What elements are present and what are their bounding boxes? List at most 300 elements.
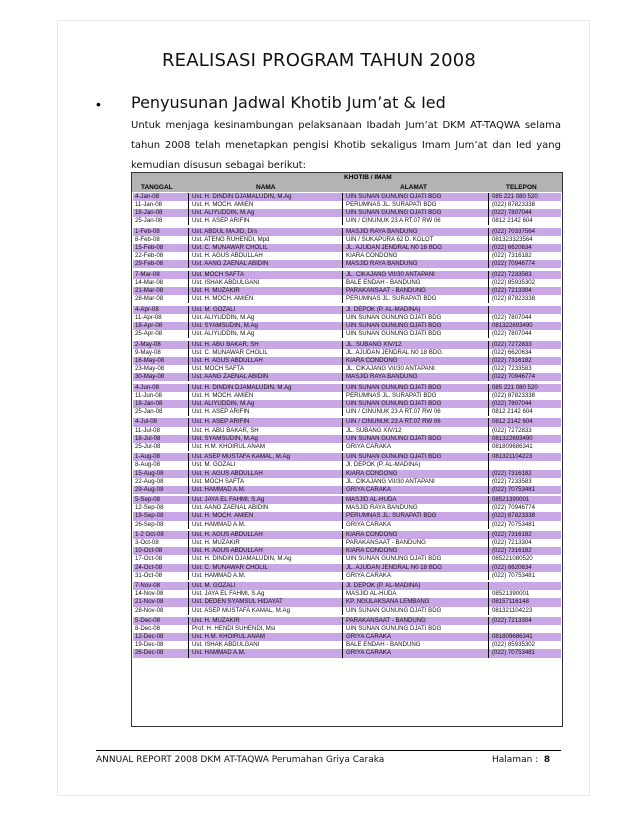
cell-phone: (022) 70753481	[492, 520, 536, 528]
table-row	[133, 400, 561, 408]
table-row	[133, 244, 561, 252]
table-group-header-row	[132, 173, 562, 183]
cell-address: GRIYA CARAKA	[343, 633, 489, 641]
cell-date: 4-Jan-08	[133, 193, 189, 201]
cell-phone: 081322693490	[492, 321, 533, 329]
footer-page-number: 8	[543, 755, 551, 765]
table-row	[133, 435, 561, 443]
cell-phone: 0812 2142 604	[492, 217, 533, 225]
cell-name: Ust. ATENG RUHENDI, Mpd	[189, 236, 343, 244]
month-group	[133, 341, 561, 381]
cell-phone	[489, 461, 561, 469]
cell-phone	[489, 306, 561, 314]
cell-address: PARAKANSAAT - BANDUNG	[343, 287, 489, 295]
cell-name: Ust. H.M. KHOIRUL ANAM	[189, 633, 343, 641]
cell-date: 7-Mar-08	[133, 271, 189, 279]
cell-address: GRIYA CARAKA	[343, 649, 489, 657]
cell-address: UIN SUNAN GUNUNG DJATI BDG	[343, 330, 489, 338]
col-header-phone: TELEPON	[506, 184, 537, 191]
table-row	[133, 295, 561, 303]
cell-name: Ust. M. GOZALI	[189, 461, 343, 469]
cell-phone: (022) 87823338	[492, 512, 536, 520]
cell-date: 14-Mar-08	[133, 279, 189, 287]
cell-name: Ust. JAYA EL FAHMI, S.Ag	[189, 590, 343, 598]
cell-date: 26-Dec-08	[133, 649, 189, 657]
cell-name: Ust. H. MOCH. AMIEN	[189, 295, 343, 303]
cell-phone: (022) 6620634	[492, 244, 532, 252]
cell-phone: (022) 70946774	[492, 372, 536, 380]
cell-date: 19-Sep-08	[133, 512, 189, 520]
cell-address: PERUMNAS JL. SURAPATI BDG	[343, 392, 489, 400]
table-row	[133, 427, 561, 435]
table-row	[133, 478, 561, 486]
cell-name: Ust. H. ABU BAKAR, SH	[189, 427, 343, 435]
cell-address: PARAKANSAAT - BANDUNG	[343, 617, 489, 625]
cell-name: Ust. HAMMAD A.M.	[189, 486, 343, 494]
cell-date: 29-Aug-08	[133, 486, 189, 494]
cell-address: PERUMNAS JL. SURAPATI BDG	[343, 512, 489, 520]
cell-address: KIARA CONDONG	[343, 357, 489, 365]
cell-address: UIN SUNAN GUNUNG DJATI BDG	[343, 625, 489, 633]
cell-date: 28-Mar-08	[133, 295, 189, 303]
cell-name: Ust. ALIYUDDIN, M.Ag	[189, 330, 343, 338]
cell-date: 18-Apr-08	[133, 322, 189, 330]
cell-address: UIN / CINUNUK 23 A RT.07 RW 06	[343, 408, 489, 416]
cell-name: Ust. H. MOCH. AMIEN	[189, 392, 343, 400]
cell-phone: (022) 7233583	[492, 364, 532, 372]
cell-name: Ust. MOCH SAFTA	[189, 365, 343, 373]
cell-address: UIN SUNAN GUNUNG DJATI BDG	[343, 607, 489, 615]
table-row	[133, 349, 561, 357]
cell-phone: (022) 7213304	[492, 617, 532, 625]
cell-phone: (022) 7233583	[492, 477, 532, 485]
cell-phone: (022) 70753481	[492, 485, 536, 493]
cell-phone: (022) 70946774	[492, 260, 536, 268]
cell-date: 18-Jan-08	[133, 209, 189, 217]
month-group	[133, 531, 561, 580]
cell-phone: (022) 7807044	[492, 209, 532, 217]
table-row	[133, 564, 561, 572]
cell-name: Ust. C. MUNAWAR CHOLIL	[189, 244, 343, 252]
cell-address: MASJID AL-HUDA	[343, 590, 489, 598]
table-row	[133, 496, 561, 504]
cell-phone: (022) 7316182	[492, 469, 532, 477]
cell-date: 18-Jan-08	[133, 400, 189, 408]
cell-date: 16-May-08	[133, 357, 189, 365]
table-row	[133, 330, 561, 338]
cell-name: Ust. H. DINDIN DJAMALUDIN, M.Ag	[189, 555, 343, 563]
cell-date: 5-Dec-08	[133, 617, 189, 625]
schedule-table	[131, 172, 563, 727]
cell-phone: (022) 87823338	[492, 391, 536, 399]
footer-page-label: Halaman :	[492, 755, 539, 765]
month-group	[133, 271, 561, 303]
table-row	[133, 625, 561, 633]
cell-date: 24-Oct-08	[133, 564, 189, 572]
cell-name: Ust. M. GOZALI	[189, 582, 343, 590]
cell-address: UIN / SUKAPURA 62 D. KOLOT	[343, 236, 489, 244]
cell-name: Ust. M. GOZALI	[189, 306, 343, 314]
table-row	[133, 201, 561, 209]
cell-date: 10-Oct-08	[133, 547, 189, 555]
cell-address: KIARA CONDONG	[343, 252, 489, 260]
month-group	[133, 453, 561, 493]
cell-name: Ust. H. AGUS ABDULLAH	[189, 470, 343, 478]
cell-phone: 081321104223	[492, 606, 533, 614]
cell-date: 1-Feb-08	[133, 228, 189, 236]
cell-date: 8-Feb-08	[133, 236, 189, 244]
table-row	[133, 607, 561, 615]
cell-phone: (022) 7316182	[492, 252, 532, 260]
cell-name: Ust. H.M. KHOIRUL ANAM	[189, 443, 343, 451]
cell-date: 18-Jul-08	[133, 435, 189, 443]
cell-address: GRIYA CARAKA	[343, 486, 489, 494]
cell-address: PERUMNAS JL. SURAPATI BDG	[343, 201, 489, 209]
cell-phone: (022) 70753481	[492, 649, 536, 657]
intro-paragraph: Untuk menjaga kesinambungan pelaksanaan Ibadah Jum’at DKM AT-TAQWA selama tahun 2008 telah menetapkan pengisi Khotib sekaligus Imam Jum’at dan Ied yang kemudian disusun sebagai berikut:	[131, 120, 561, 171]
cell-date: 23-May-08	[133, 365, 189, 373]
month-group	[133, 384, 561, 416]
table-body	[133, 193, 561, 660]
table-row	[133, 287, 561, 295]
table-row	[133, 365, 561, 373]
cell-phone: 08521390001	[492, 496, 530, 504]
cell-name: Ust. ALIYUDDIN, M.Ag	[189, 400, 343, 408]
cell-date: 1-2 Oct-08	[133, 531, 189, 539]
table-row	[133, 392, 561, 400]
cell-phone: (022) 7807044	[492, 399, 532, 407]
cell-date: 9-May-08	[133, 349, 189, 357]
table-row	[133, 531, 561, 539]
cell-address: JL. SUBANG XIV/12	[343, 341, 489, 349]
cell-phone: (022) 7316182	[492, 547, 532, 555]
table-row	[133, 408, 561, 416]
cell-phone: (022) 6620634	[492, 348, 532, 356]
cell-date: 14-Nov-08	[133, 590, 189, 598]
cell-name: Ust. JAYA EL FAHMI, S.Ag	[189, 496, 343, 504]
cell-address: Jl. DEPOK (P. AL-MADINA)	[343, 582, 489, 590]
cell-phone	[489, 582, 561, 590]
table-row	[133, 521, 561, 529]
table-row	[133, 193, 561, 201]
cell-phone: (022) 7807044	[492, 330, 532, 337]
cell-address: KIARA CONDONG	[343, 470, 489, 478]
cell-name: Ust. H. MUZAKIR	[189, 539, 343, 547]
cell-name: Ust. AANG ZAENAL ABIDIN	[189, 373, 343, 381]
month-group	[133, 418, 561, 450]
cell-address: MASJID RAYA BANDUNG	[343, 228, 489, 236]
cell-address: JL. CIKAJANG VII/30 ANTAPANI	[343, 271, 489, 279]
cell-name: Ust. ALIYUDDIN, M.Ag	[189, 314, 343, 322]
cell-name: Ust. C. MUNAWAR CHOLIL	[189, 564, 343, 572]
table-row	[133, 512, 561, 520]
table-row	[133, 279, 561, 287]
cell-name: Ust. ISHAK ABDULGANI	[189, 279, 343, 287]
cell-date: 1-Aug-08	[133, 453, 189, 461]
cell-date: 25-Apr-08	[133, 330, 189, 338]
cell-address: UIN SUNAN GUNUNG DJATI BDG	[343, 435, 489, 443]
cell-phone	[489, 625, 561, 633]
cell-address: MASJID AL-HUDA	[343, 496, 489, 504]
cell-address: UIN SUNAN GUNUNG DJATI BDG	[343, 322, 489, 330]
cell-name: Prof. H. HENDI SUHENDI, Msi	[189, 625, 343, 633]
cell-phone: (022) 7272833	[492, 340, 532, 348]
cell-address: UIN SUNAN GUNUNG DJATI BDG	[343, 453, 489, 461]
col-header-address: ALAMAT	[400, 184, 427, 191]
footer-rule	[96, 750, 561, 751]
cell-phone: (022) 7213304	[492, 539, 532, 547]
table-row	[133, 582, 561, 590]
cell-date: 11-Jul-08	[133, 427, 189, 435]
cell-date: 21-Mar-08	[133, 287, 189, 295]
cell-name: Ust. H. MOCH. AMIEN	[189, 201, 343, 209]
table-row	[133, 357, 561, 365]
cell-date: 26-Sep-08	[133, 521, 189, 529]
cell-address: JL. AJUDAN JENDRAL N0 18 BDG	[343, 349, 489, 357]
cell-phone: (022) 85935302	[492, 641, 536, 649]
table-row	[133, 384, 561, 392]
cell-name: Ust. H. ABU BAKAR, SH	[189, 341, 343, 349]
cell-name: Ust. H. MUZAKIR	[189, 617, 343, 625]
cell-phone: 081809686341	[492, 442, 533, 450]
cell-phone: (022) 87823338	[492, 201, 536, 209]
table-row	[133, 461, 561, 469]
cell-phone: 0812 2142 604	[492, 407, 533, 415]
cell-name: Ust. H. MOCH. AMIEN	[189, 512, 343, 520]
cell-address: UIN / CINUNUK 23 A RT.07 RW 06	[343, 418, 489, 426]
footer-report-title: ANNUAL REPORT 2008 DKM AT-TAQWA Perumahan Griya Caraka	[96, 755, 385, 765]
table-row	[133, 217, 561, 225]
table-row	[133, 486, 561, 494]
cell-phone: 081321104223	[492, 453, 533, 461]
table-row	[133, 260, 561, 268]
table-row	[133, 598, 561, 606]
cell-phone: 081809686341	[492, 633, 533, 641]
cell-name: Ust. H. AGUS ABDULLAH	[189, 252, 343, 260]
cell-name: Ust. ASEP MUSTAFA KAMAL, M.Ag	[189, 607, 343, 615]
cell-date: 15-Aug-08	[133, 470, 189, 478]
cell-name: Ust. ALIYUDDIN, M.Ag	[189, 209, 343, 217]
cell-phone: (022) 7272833	[492, 426, 532, 434]
cell-address: MASJID RAYA BANDUNG	[343, 373, 489, 381]
cell-date: 4-Apr-08	[133, 306, 189, 314]
cell-date: 8-Dec-08	[133, 625, 189, 633]
cell-phone: (022) 7807044	[492, 313, 532, 321]
cell-address: JL. CIKAJANG VII/30 ANTAPANI	[343, 365, 489, 373]
cell-name: Ust. H. ASEP ARIFIN	[189, 418, 343, 426]
cell-address: UIN SUNAN GUNUNG DJATI BDG	[343, 193, 489, 201]
table-row	[133, 504, 561, 512]
cell-address: UIN SUNAN GUNUNG DJATI BDG	[343, 555, 489, 563]
month-group	[133, 228, 561, 268]
cell-date: 17-Oct-08	[133, 555, 189, 563]
cell-name: Ust. MOCH SAFTA	[189, 478, 343, 486]
cell-name: Ust. MOCH SAFTA	[189, 271, 343, 279]
section-heading: Penyusunan Jadwal Khotib Jum’at & Ied	[131, 93, 446, 112]
cell-phone: 085221080520	[492, 555, 533, 563]
cell-name: Ust. H. ASEP ARIFIN	[189, 217, 343, 225]
cell-date: 28-Nov-08	[133, 607, 189, 615]
table-row	[133, 236, 561, 244]
table-row	[133, 641, 561, 649]
table-row	[133, 306, 561, 314]
cell-phone: (022) 7213304	[492, 287, 532, 295]
month-group	[133, 496, 561, 528]
table-row	[133, 252, 561, 260]
table-row	[133, 373, 561, 381]
cell-date: 4-Jul-08	[133, 418, 189, 426]
cell-phone: 085 221 080 520	[492, 193, 538, 200]
table-row	[133, 633, 561, 641]
cell-address: JL. SUBANG XIV/12	[343, 427, 489, 435]
cell-date: 21-Nov-08	[133, 598, 189, 606]
cell-phone: (022) 70946774	[492, 504, 536, 512]
cell-name: Ust. C. MUNAWAR CHOLIL	[189, 349, 343, 357]
cell-name: Ust. ABDUL MAJID, Drs	[189, 228, 343, 236]
table-row	[133, 418, 561, 426]
table-row	[133, 590, 561, 598]
cell-name: Ust. H. MUZAKIR	[189, 287, 343, 295]
cell-date: 3-Oct-08	[133, 539, 189, 547]
cell-phone: 0812 2142 604	[492, 418, 533, 426]
cell-phone: (022) 7316182	[492, 531, 532, 539]
cell-date: 11-Apr-08	[133, 314, 189, 322]
table-row	[133, 649, 561, 657]
cell-name: Ust. H. AGUS ABDULLAH	[189, 547, 343, 555]
cell-name: Ust. HAMMAD A.M.	[189, 572, 343, 580]
cell-address: MASJID RAYA BANDUNG	[343, 504, 489, 512]
cell-address: Jl. DEPOK (P. AL-MADINA)	[343, 461, 489, 469]
cell-name: Ust. SYAMSUDIN, M.Ag	[189, 435, 343, 443]
cell-phone: (022) 6620634	[492, 563, 532, 571]
cell-date: 12-Sep-08	[133, 504, 189, 512]
table-row	[133, 341, 561, 349]
col-header-date: TANGGAL	[141, 184, 173, 191]
cell-name: Ust. H. AGUS ABDULLAH	[189, 357, 343, 365]
cell-date: 22-Feb-08	[133, 252, 189, 260]
cell-date: 2-May-08	[133, 341, 189, 349]
cell-address: UIN / CINUNUK 23 A RT.07 RW 06	[343, 217, 489, 225]
cell-address: MASJID RAYA BANDUNG	[343, 260, 489, 268]
cell-address: GRIYA CARAKA	[343, 572, 489, 580]
footer-page-indicator	[492, 755, 550, 765]
cell-date: 12-Dec-08	[133, 633, 189, 641]
table-row	[133, 617, 561, 625]
cell-date: 25-Jan-08	[133, 217, 189, 225]
table-row	[133, 572, 561, 580]
cell-name: Ust. DEDEN SYAMSUL HIDAYAT	[189, 598, 343, 606]
cell-phone: 08521390001	[492, 590, 530, 598]
table-row	[133, 453, 561, 461]
cell-date: 15-Feb-08	[133, 244, 189, 252]
cell-date: 25-Jul-08	[133, 443, 189, 451]
cell-date: 11-Jan-08	[133, 201, 189, 209]
table-row	[133, 314, 561, 322]
cell-phone: 081323323564	[492, 235, 533, 243]
cell-phone: (022) 87823338	[492, 295, 536, 303]
cell-name: Ust. HAMMAD A.M.	[189, 521, 343, 529]
cell-name: Ust. SYAMSUDIN, M.Ag	[189, 322, 343, 330]
cell-name: Ust. H. ASEP ARIFIN	[189, 408, 343, 416]
cell-name: Ust. H. DINDIN DJAMALUDIN, M.Ag	[189, 384, 343, 392]
cell-name: Ust. H. DINDIN DJAMALUDIN, M.Ag	[189, 193, 343, 201]
cell-name: Ust. H. AGUS ABDULLAH	[189, 531, 343, 539]
cell-address: GRIYA CARAKA	[343, 443, 489, 451]
cell-address: BALE ENDAH - BANDUNG	[343, 641, 489, 649]
table-row	[133, 443, 561, 451]
table-row	[133, 547, 561, 555]
cell-address: JL. AJUDAN JENDRAL N0 18 BDG	[343, 564, 489, 572]
cell-phone: (022) 70753481	[492, 571, 536, 579]
cell-name: Ust. ISHAK ABDULGANI	[189, 641, 343, 649]
table-row	[133, 271, 561, 279]
table-header-row	[132, 183, 562, 192]
cell-date: 19-Dec-08	[133, 641, 189, 649]
cell-name: Ust. HAMMAD A.M.	[189, 649, 343, 657]
cell-date: 30-May-08	[133, 373, 189, 381]
cell-name: Ust. ASEP MUSTAFA KAMAL, M.Ag	[189, 453, 343, 461]
cell-address: JL. CIKAJANG VII/30 ANTAPANI	[343, 478, 489, 486]
cell-address: KIARA CONDONG	[343, 547, 489, 555]
cell-address: PARAKANSAAT - BANDUNG	[343, 539, 489, 547]
cell-address: BALE ENDAH - BANDUNG	[343, 279, 489, 287]
month-group	[133, 617, 561, 657]
cell-date: 8-Aug-08	[133, 461, 189, 469]
cell-address: KP. NGULAKSANA LEMBANG	[343, 598, 489, 606]
group-header-label: KHOTIB / IMAM	[344, 174, 392, 181]
cell-address: UIN SUNAN GUNUNG DJATI BDG	[343, 400, 489, 408]
cell-address: Jl. DEPOK (P. AL-MADINA)	[343, 306, 489, 314]
table-row	[133, 539, 561, 547]
cell-date: 7-Nov-08	[133, 582, 189, 590]
cell-date: 31-Oct-08	[133, 572, 189, 580]
month-group	[133, 193, 561, 225]
cell-phone: (022) 70337564	[492, 227, 536, 235]
cell-name: Ust. AANG ZAENAL ABIDIN	[189, 504, 343, 512]
cell-address: PERUMNAS JL. SURAPATI BDG	[343, 295, 489, 303]
month-group	[133, 306, 561, 338]
cell-address: GRIYA CARAKA	[343, 521, 489, 529]
table-row	[133, 470, 561, 478]
cell-phone: 08157116148	[492, 598, 529, 606]
cell-address: UIN SUNAN GUNUNG DJATI BDG	[343, 384, 489, 392]
cell-date: 4-Jun-08	[133, 384, 189, 392]
cell-phone: (022) 7233583	[492, 270, 532, 278]
cell-phone: (022) 7316182	[492, 356, 532, 364]
cell-phone: 085 221 080 520	[492, 383, 538, 391]
table-row	[133, 209, 561, 217]
cell-date: 5-Sep-08	[133, 496, 189, 504]
page-title: REALISASI PROGRAM TAHUN 2008	[161, 50, 477, 71]
cell-date: 25-Jan-08	[133, 408, 189, 416]
bullet-marker: •	[96, 96, 101, 112]
cell-date: 29-Feb-08	[133, 260, 189, 268]
table-row	[133, 322, 561, 330]
cell-address: JL. AJUDAN JENDRAL N0 18 BDG	[343, 244, 489, 252]
cell-address: UIN SUNAN GUNUNG DJATI BDG	[343, 209, 489, 217]
col-header-name: NAMA	[256, 184, 276, 191]
cell-address: UIN SUNAN GUNUNG DJATI BDG	[343, 314, 489, 322]
table-row	[133, 228, 561, 236]
table-row	[133, 555, 561, 563]
cell-phone: (022) 85935302	[492, 278, 536, 286]
cell-phone: 081322693490	[492, 434, 533, 442]
cell-date: 22-Aug-08	[133, 478, 189, 486]
cell-address: KIARA CONDONG	[343, 531, 489, 539]
cell-name: Ust. AANG ZAENAL ABIDIN	[189, 260, 343, 268]
month-group	[133, 582, 561, 614]
cell-date: 11-Jun-08	[133, 392, 189, 400]
